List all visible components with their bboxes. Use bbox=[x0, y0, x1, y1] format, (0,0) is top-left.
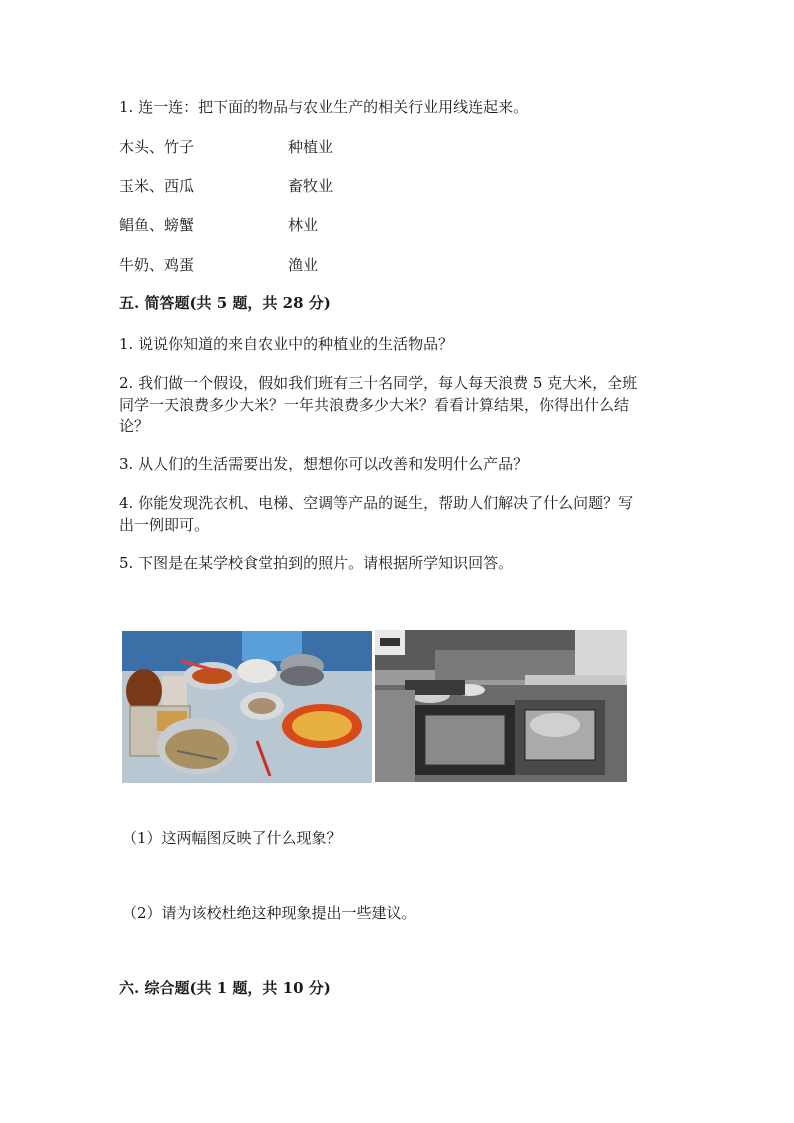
match-right-item: 渔业 bbox=[288, 256, 319, 274]
match-right-item: 林业 bbox=[288, 216, 319, 234]
question-2-line2: 同学一天浪费多少大米？一年共浪费多少大米？看看计算结果，你得出什么结 bbox=[119, 396, 630, 414]
match-right-item: 种植业 bbox=[288, 138, 334, 156]
question-2-line3: 论？ bbox=[119, 417, 150, 435]
match-left-item: 玉米、西瓜 bbox=[119, 177, 195, 195]
match-left-item: 牛奶、鸡蛋 bbox=[119, 256, 195, 274]
match-instruction: 1. 连一连：把下面的物品与农业生产的相关行业用线连起来。 bbox=[119, 98, 529, 116]
question-4-line2: 出一例即可。 bbox=[119, 516, 210, 534]
question-5: 5. 下图是在某学校食堂拍到的照片。请根据所学知识回答。 bbox=[119, 554, 514, 572]
subquestion-1: （1）这两幅图反映了什么现象？ bbox=[122, 829, 342, 847]
section6-heading: 六. 综合题(共 1 题，共 10 分) bbox=[119, 979, 331, 997]
question-1: 1. 说说你知道的来自农业中的种植业的生活物品？ bbox=[119, 335, 454, 353]
section5-heading: 五. 简答题(共 5 题，共 28 分) bbox=[119, 294, 331, 312]
match-left-item: 木头、竹子 bbox=[119, 138, 195, 156]
match-left-item: 鲳鱼、螃蟹 bbox=[119, 216, 195, 234]
match-right-item: 畜牧业 bbox=[288, 177, 334, 195]
question-4-line1: 4. 你能发现洗衣机、电梯、空调等产品的诞生，帮助人们解决了什么问题？写 bbox=[119, 494, 634, 512]
question-3: 3. 从人们的生活需要出发，想想你可以改善和发明什么产品？ bbox=[119, 455, 529, 473]
question-2-line1: 2. 我们做一个假设，假如我们班有三十名同学，每人每天浪费 5 克大米，全班 bbox=[119, 374, 638, 392]
cafeteria-counter-photo bbox=[375, 630, 627, 782]
subquestion-2: （2）请为该校杜绝这种现象提出一些建议。 bbox=[122, 904, 417, 922]
cafeteria-table-photo bbox=[122, 631, 372, 783]
